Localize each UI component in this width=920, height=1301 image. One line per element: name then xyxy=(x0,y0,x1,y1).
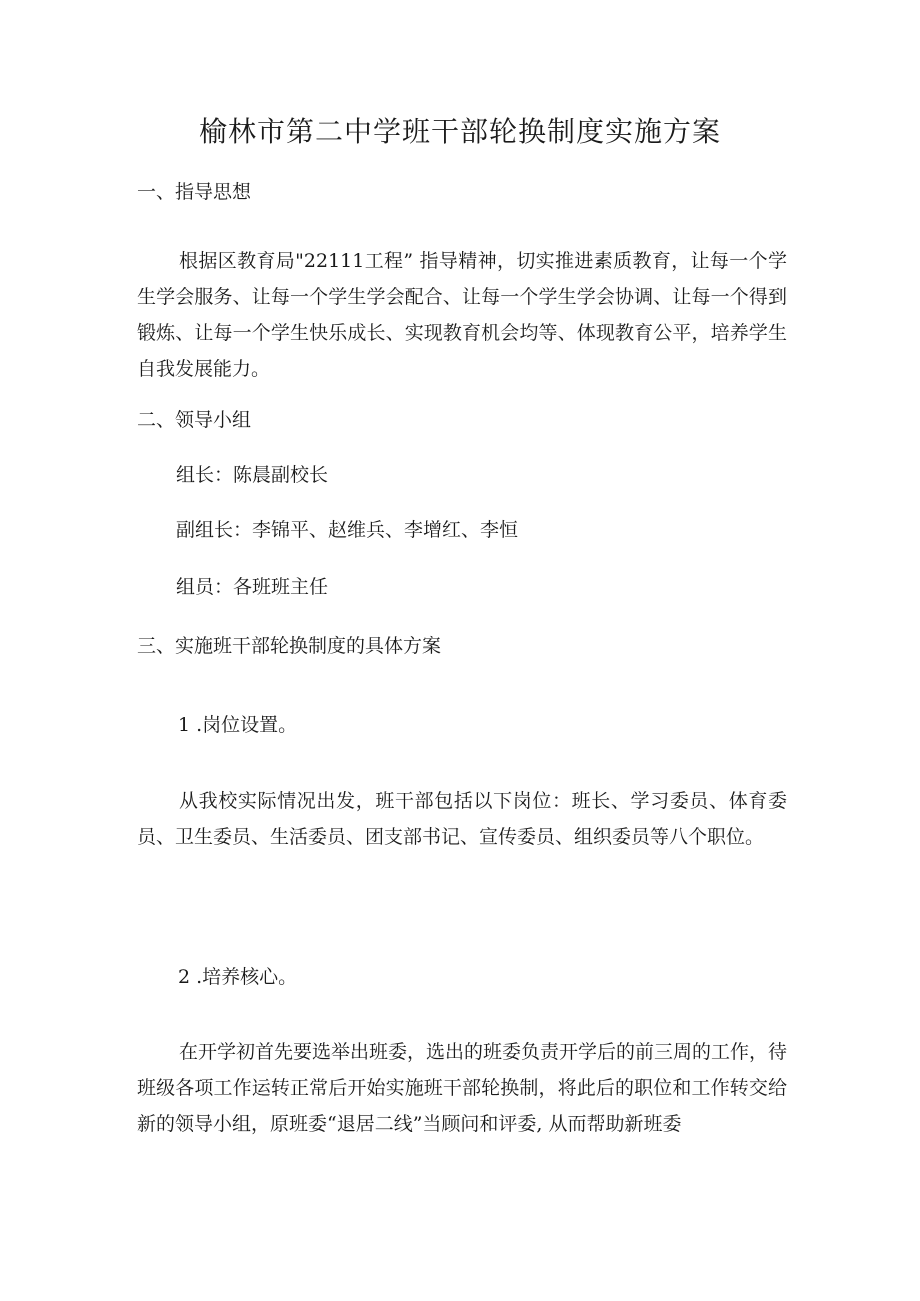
group-members: 组员：各班班主任 xyxy=(176,576,329,598)
section-heading-leadership-group: 二、领导小组 xyxy=(137,409,252,431)
paragraph-guiding-ideology: 根据区教育局"22111工程” 指导精神，切实推进素质教育，让每一个学生学会服务、让每一个学生学会配合、让每一个学生学会协调、让每一个得到锻炼、让每一个学生快乐成长、实现教育机会均等、体现教育公平，培养学生自我发展能力。 xyxy=(137,250,787,380)
group-leader: 组长：陈晨副校长 xyxy=(176,464,329,486)
item-heading-position-setup: 1 .岗位设置。 xyxy=(178,714,298,736)
item-heading-core-training: 2 .培养核心。 xyxy=(178,966,298,988)
document-title: 榆林市第二中学班干部轮换制度实施方案 xyxy=(198,115,721,148)
paragraph-core-training: 在开学初首先要选举出班委，选出的班委负责开学后的前三周的工作，待班级各项工作运转正常后开始实施班干部轮换制，将此后的职位和工作转交给新的领导小组，原班委“退居二线”当顾问和评委, 从而帮助新班委 xyxy=(137,1041,788,1135)
section-heading-guiding-ideology: 一、指导思想 xyxy=(137,181,252,203)
section-heading-implementation-plan: 三、实施班干部轮换制度的具体方案 xyxy=(137,635,442,657)
paragraph-position-setup: 从我校实际情况出发，班干部包括以下岗位：班长、学习委员、体育委员、卫生委员、生活委员、团支部书记、宣传委员、组织委员等八个职位。 xyxy=(137,790,787,848)
group-deputy-leaders: 副组长：李锦平、赵维兵、李增红、李恒 xyxy=(176,519,519,541)
